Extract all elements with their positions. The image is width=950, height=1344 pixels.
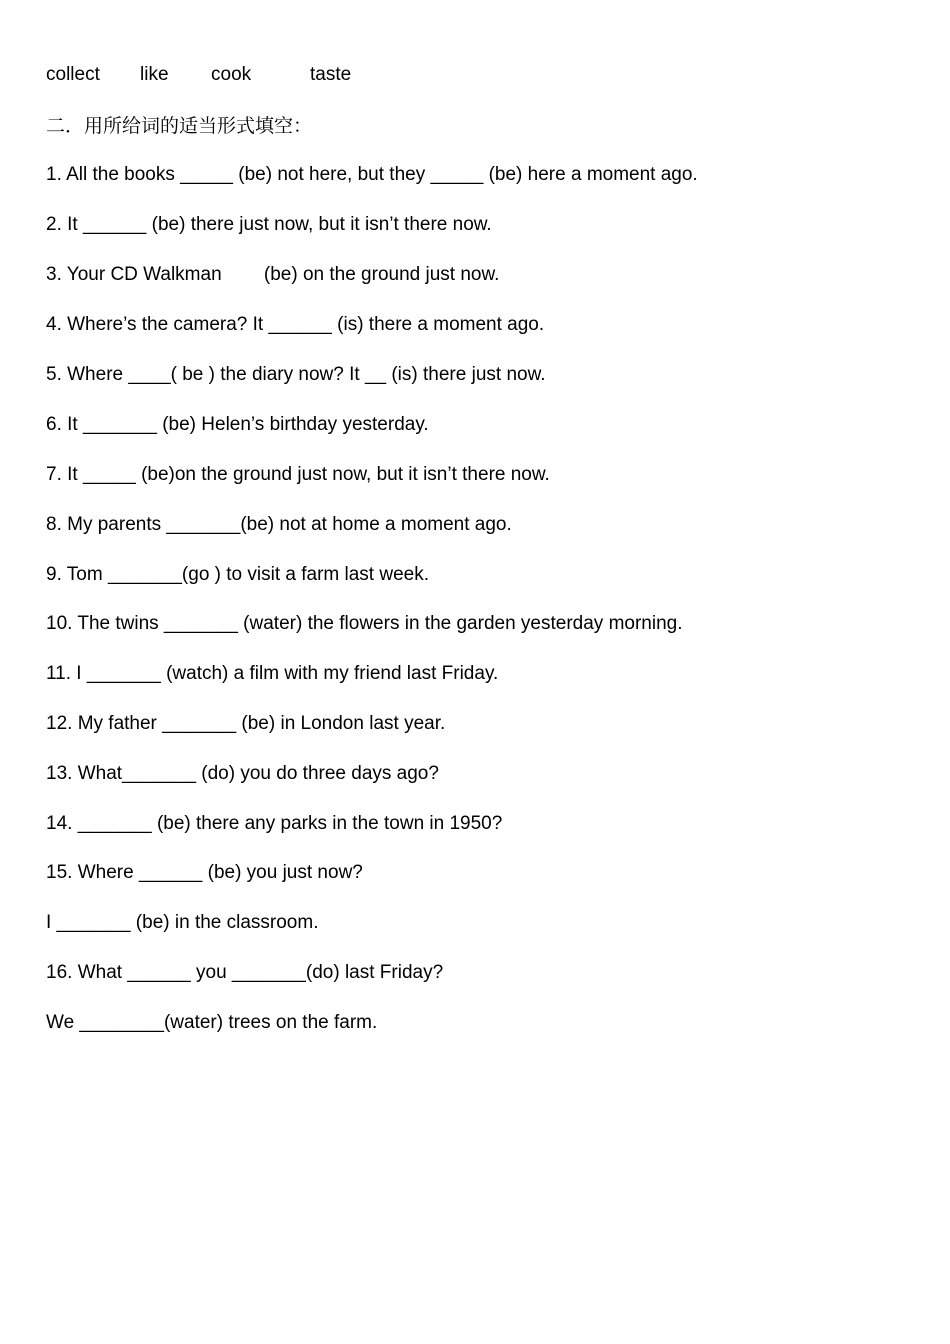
question-line: 11. I _______ (watch) a film with my friend last Friday. [46, 663, 499, 684]
word-bank-item: collect [46, 64, 100, 85]
question-line: 14. _______ (be) there any parks in the town in 1950? [46, 813, 503, 834]
section-title: 二．用所给词的适当形式填空： [46, 115, 313, 137]
question-line: 13. What_______ (do) you do three days ago? [46, 763, 439, 784]
answer-line: We ________(water) trees on the farm. [46, 1012, 378, 1033]
question-line: 10. The twins _______ (water) the flowers in the garden yesterday morning. [46, 613, 683, 634]
question-line: 4. Where’s the camera? It ______ (is) there a moment ago. [46, 314, 545, 335]
question-line: 1. All the books _____ (be) not here, but they _____ (be) here a moment ago. [46, 164, 698, 185]
word-bank-item: cook [211, 64, 252, 85]
question-line: 7. It _____ (be)on the ground just now, but it isn’t there now. [46, 464, 550, 485]
question-line: 6. It _______ (be) Helen’s birthday yesterday. [46, 414, 429, 435]
question-line: 9. Tom _______(go ) to visit a farm last week. [46, 564, 429, 585]
question-line: 8. My parents _______(be) not at home a moment ago. [46, 514, 512, 535]
answer-line: I _______ (be) in the classroom. [46, 912, 319, 933]
word-bank-item: like [140, 64, 169, 85]
question-line: 2. It ______ (be) there just now, but it isn’t there now. [46, 214, 492, 235]
question-line: 16. What ______ you _______(do) last Friday? [46, 962, 444, 983]
question-line: 15. Where ______ (be) you just now? [46, 862, 363, 883]
question-line: 5. Where ____( be ) the diary now? It __ (is) there just now. [46, 364, 546, 385]
question-line: 12. My father _______ (be) in London last year. [46, 713, 446, 734]
question-line: 3. Your CD Walkman (be) on the ground just now. [46, 264, 500, 285]
word-bank-item: taste [310, 64, 352, 85]
